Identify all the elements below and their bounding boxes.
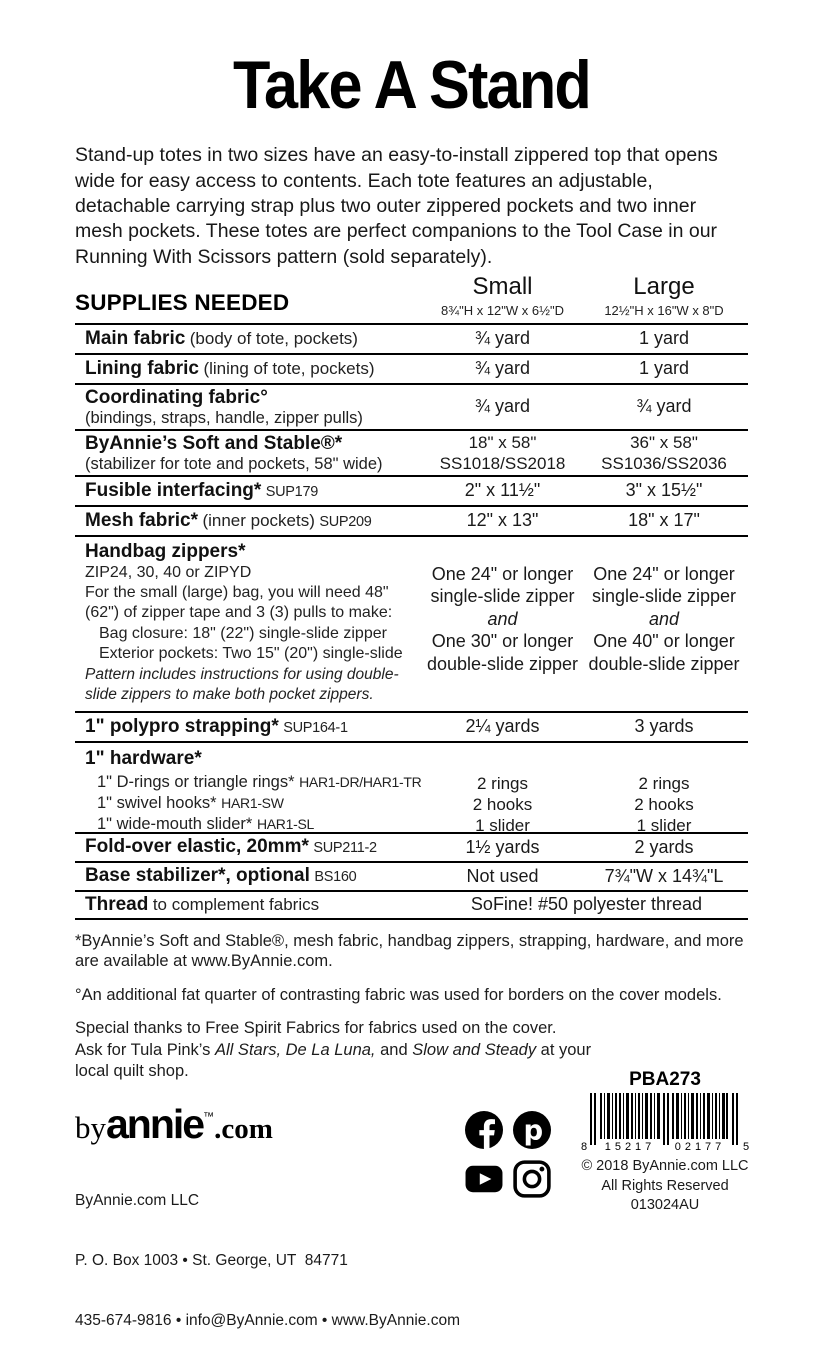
youtube-icon [465,1160,503,1198]
company-name: ByAnnie.com LLC [75,1192,200,1209]
cell-small: Not used [466,865,539,886]
rights-line: All Rights Reserved [601,1177,729,1194]
page-title: Take A Stand [232,47,591,123]
cell-large: ¾ yard [636,396,692,416]
row-label: Coordinating fabric° (bindings, straps, handle, zipper pulls) [85,386,363,427]
table-row-hardware [75,741,748,835]
table-row-fold-over-elastic [75,832,748,861]
cell-small: ¾ yard [474,358,531,378]
row-label: Fusible interfacing* SUP179 [85,479,318,501]
table-row-handbag-zippers [75,535,748,711]
cell-small: 2¼ yards [465,716,540,736]
footnote-contrast: °An additional fat quarter of contrasting fabric was used for borders on the cover models. [75,985,722,1004]
barcode-digits-group2: 02177 [674,1141,726,1153]
table-row-fusible-interfacing [75,475,748,505]
cell-large: 18" x 17" [628,510,700,530]
row-label: 1" hardware* 1" D-rings or triangle rings* HAR1-DR/HAR1-TR 1" swivel hooks* HAR1-SW 1" wide-mouth slider* HAR1-SL [85,747,422,833]
intro-text: Stand-up totes in two sizes have an easy-to-install zippered top that opens wide for easy access to contents. Each tote features an adjustable, detachable carrying strap plus two outer zippered pockets and two inner mesh pockets. These totes are perfect companions to the Tool Case in our Running With Scissors pattern (sold separately). [75,144,718,268]
column-dims-small: 8¾"H x 12"W x 6½"D [441,302,564,318]
cell-small: ¾ yard [474,328,531,348]
cell-small: ¾ yard [474,396,531,416]
barcode-bars [580,1093,750,1155]
cell-large: 36" x 58" SS1036/SS2036 [601,432,727,473]
cell-thread-value: SoFine! #50 polyester thread [470,894,703,914]
social-icons [465,1111,551,1198]
row-label: Main fabric (body of tote, pockets) [85,327,358,349]
column-dims-large: 12½"H x 16"W x 8"D [604,302,724,318]
cell-large: 3 yards [634,716,694,736]
cell-large: 2 rings 2 hooks 1 slider [634,773,694,835]
cell-large: 3" x 15½" [625,480,703,500]
instagram-icon [513,1160,551,1198]
item-code: 013024AU [630,1197,700,1213]
column-title-large: Large [633,273,695,301]
special-thanks: Special thanks to Free Spirit Fabrics for fabrics used on the cover. Ask for Tula Pink’s All Stars, De La Luna, and Slow and Steady at your local quilt shop. [75,1019,592,1080]
supplies-heading: SUPPLIES NEEDED [75,289,290,315]
company-contact: 435-674-9816 • info@ByAnnie.com • www.ByAnnie.com [75,1312,461,1329]
cell-small: 2 rings 2 hooks 1 slider [472,773,533,835]
row-label: Lining fabric (lining of tote, pockets) [85,357,375,379]
barcode-digit-right: 5 [743,1141,750,1153]
row-label: Fold-over elastic, 20mm* SUP211-2 [85,836,377,857]
table-row-mesh-fabric [75,505,748,535]
cell-large: 1 yard [638,358,690,378]
supplies-table [75,323,748,920]
column-header-small [425,274,580,322]
row-label: Base stabilizer*, optional BS160 [85,865,357,886]
cell-small: 18" x 58" SS1018/SS2018 [439,432,566,473]
svg-text:p: p [523,1115,544,1147]
company-info [75,1151,460,1371]
table-row-main-fabric [75,323,748,353]
table-row-soft-and-stable [75,429,748,475]
cell-small: 1½ yards [465,836,540,857]
row-label: Mesh fabric* (inner pockets) SUP209 [85,509,372,531]
cell-small: One 24" or longer single-slide zipper and One 30" or longer double-slide zipper [426,563,579,674]
row-label: ByAnnie’s Soft and Stable®* (stabilizer for tote and pockets, 58" wide) [85,432,383,473]
cell-large: 1 yard [638,328,690,348]
cell-large: One 24" or longer single-slide zipper and One 40" or longer double-slide zipper [588,563,740,674]
footnote-availability: *ByAnnie’s Soft and Stable®, mesh fabric, handbag zippers, strapping, hardware, and more are available at www.ByAnnie.com. [75,931,744,970]
column-title-small: Small [472,273,533,301]
table-row-base-stabilizer [75,861,748,890]
table-row-coordinating-fabric [75,383,748,429]
cell-large: 7¾"W x 14¾"L [604,865,724,886]
table-row-lining-fabric [75,353,748,383]
column-header-large [580,274,748,322]
row-label: Handbag zippers* ZIP24, 30, 40 or ZIPYD For the small (large) bag, you will need 48" (62") of zipper tape and 3 (3) pulls to make: Bag closure: 18" (22") single-slide zipper Exterior pockets: Two 15" (20") single-slide Pattern includes instructions for using double-slide zippers to make both pocket zippers. [85,540,403,703]
table-row-thread [75,890,748,918]
supplies-table-header [75,274,748,322]
company-address: P. O. Box 1003 • St. George, UT 84771 [75,1252,348,1269]
barcode-digits-group1: 15217 [604,1141,656,1153]
row-label: Thread to complement fabrics [85,893,320,915]
pinterest-icon [513,1111,551,1149]
cell-large: 2 yards [634,836,694,857]
facebook-icon [465,1111,503,1149]
pattern-number: PBA273 [629,1069,701,1090]
byannie-logo: byannie™.com [75,1101,273,1147]
cell-small: 2" x 11½" [464,480,541,500]
barcode-digit-left: 8 [581,1141,588,1153]
copyright-block [565,1157,765,1216]
copyright-line: © 2018 ByAnnie.com LLC [581,1158,749,1174]
cell-small: 12" x 13" [466,510,539,530]
page-footer [75,1063,750,1329]
row-label: 1" polypro strapping* SUP164-1 [85,715,348,737]
upc-barcode [580,1093,750,1160]
table-row-polypro-strapping [75,711,748,741]
